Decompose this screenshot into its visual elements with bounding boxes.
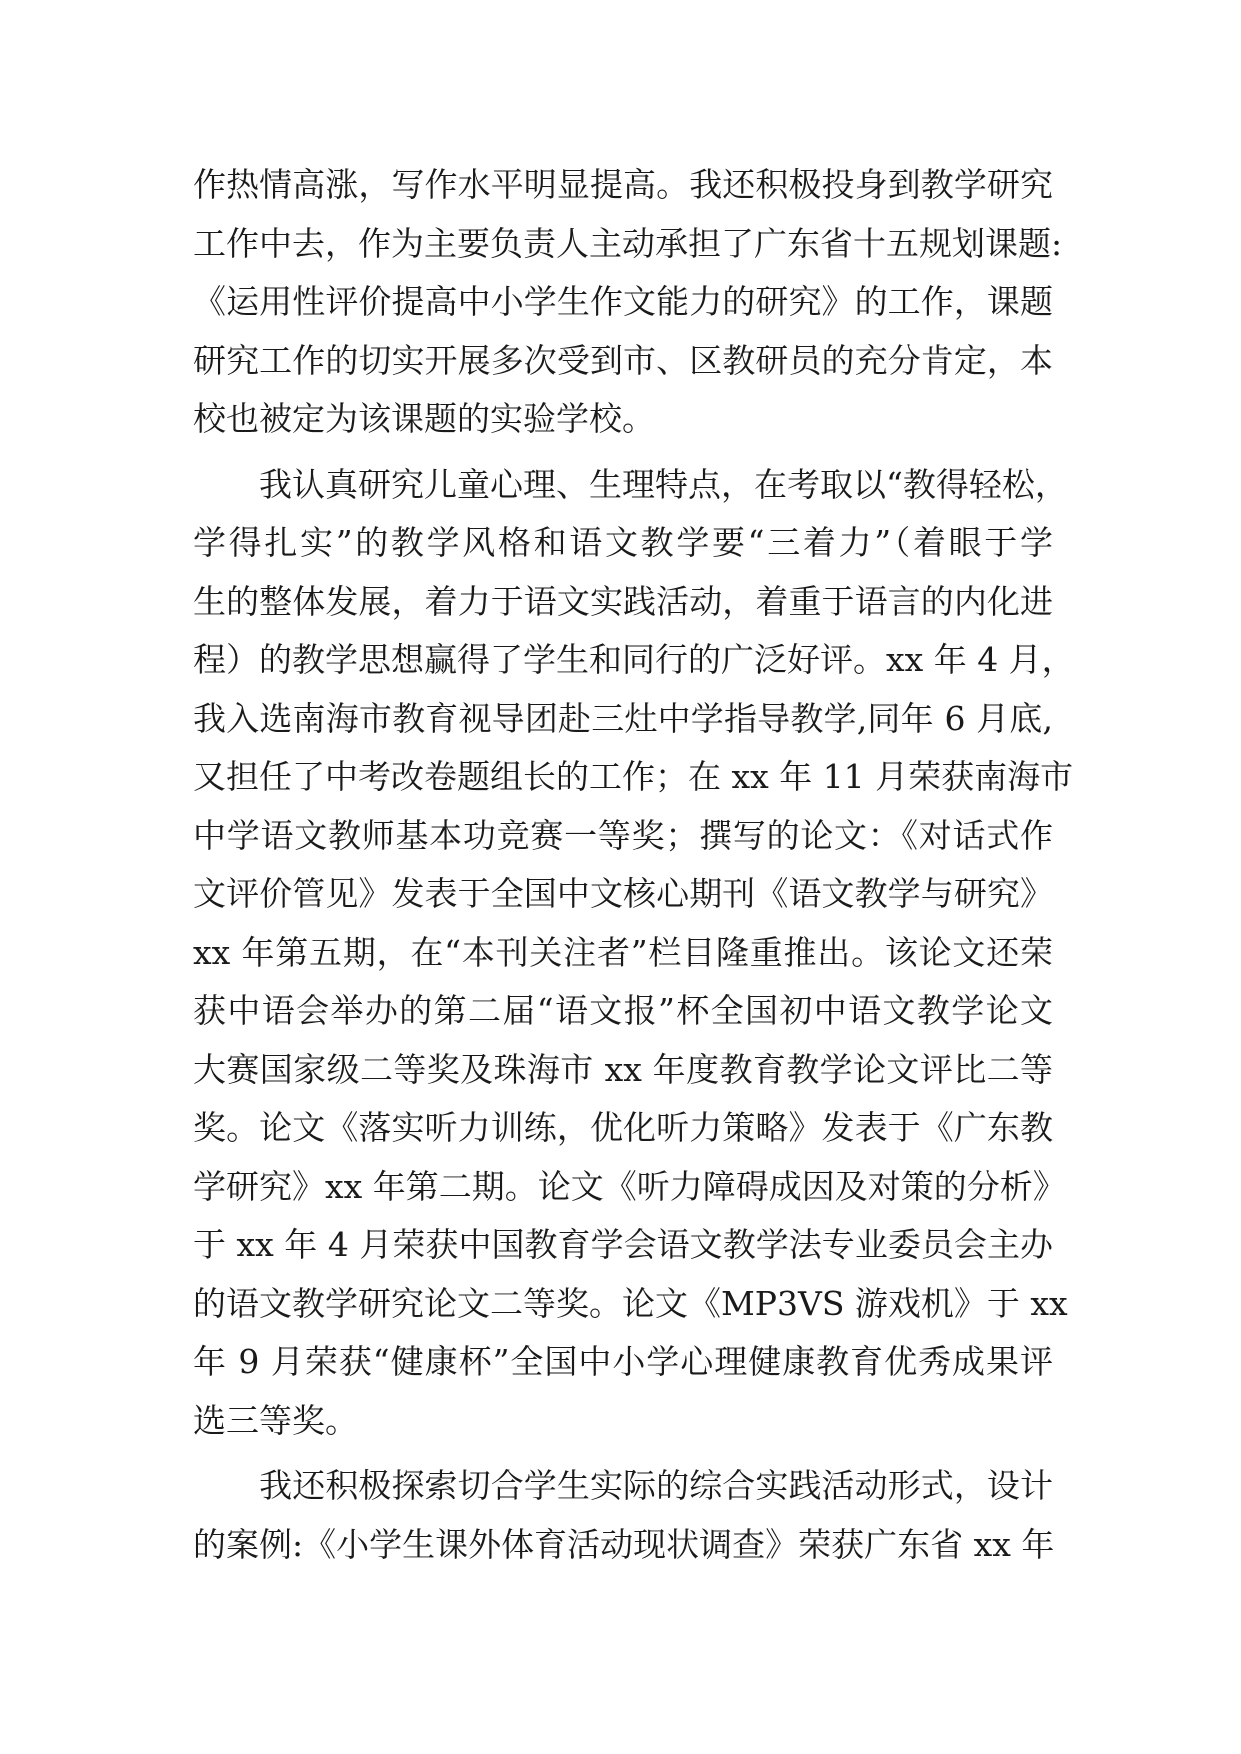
text-line: 又担任了中考改卷题组长的工作；在 xx 年 11 月荣获南海市 — [193, 757, 1074, 796]
paragraph-gap — [193, 1450, 1053, 1457]
text-line: xx 年第五期，在“本刊关注者”栏目隆重推出。该论文还荣 — [193, 932, 1053, 972]
text-line: 生的整体发展，着力于语文实践活动，着重于语言的内化进 — [193, 581, 1053, 621]
paragraph-3 — [193, 1457, 1053, 1574]
paragraph-gap — [193, 449, 1053, 456]
text-line: 作热情高涨，写作水平明显提高。我还积极投身到教学研究 — [193, 165, 1053, 204]
text-line: 程）的教学思想赢得了学生和同行的广泛好评。xx 年 4 月， — [193, 640, 1075, 679]
text-line: 中学语文教师基本功竞赛一等奖；撰写的论文：《对话式作 — [193, 815, 1053, 855]
paragraph-1 — [193, 156, 1063, 449]
text-line: 我入选南海市教育视导团赴三灶中学指导教学,同年 6 月底, — [193, 698, 1053, 738]
text-line: 的案例:《小学生课外体育活动现状调查》荣获广东省 xx 年 — [193, 1524, 1055, 1564]
text-line: 工作中去，作为主要负责人主动承担了广东省十五规划课题: — [193, 223, 1063, 263]
text-line: 的语文教学研究论文二等奖。论文《MP3VS 游戏机》于 xx — [193, 1283, 1068, 1323]
paragraph-2 — [193, 456, 1075, 1451]
text-line: 校也被定为该课题的实验学校。 — [193, 399, 655, 438]
text-line: 学研究》xx 年第二期。论文《听力障碍成因及对策的分析》 — [193, 1166, 1066, 1206]
text-line: 获中语会举办的第二届“语文报”杯全国初中语文教学论文 — [193, 991, 1053, 1030]
text-line: 年 9 月荣获“健康杯”全国中小学心理健康教育优秀成果评 — [193, 1342, 1053, 1381]
text-line: 文评价管见》发表于全国中文核心期刊《语文教学与研究》 — [193, 874, 1053, 913]
text-line: 《运用性评价提高中小学生作文能力的研究》的工作，课题 — [193, 282, 1053, 321]
text-line: 奖。论文《落实听力训练，优化听力策略》发表于《广东教 — [193, 1108, 1053, 1147]
text-line: 我认真研究儿童心理、生理特点，在考取以“教得轻松， — [193, 464, 1068, 504]
text-line: 学得扎实”的教学风格和语文教学要“三着力”（着眼于学 — [193, 523, 1053, 562]
text-line: 大赛国家级二等奖及珠海市 xx 年度教育教学论文评比二等 — [193, 1049, 1053, 1089]
text-line: 我还积极探索切合学生实际的综合实践活动形式，设计 — [193, 1466, 1053, 1505]
text-line: 研究工作的切实开展多次受到市、区教研员的充分肯定，本 — [193, 340, 1053, 380]
text-line: 选三等奖。 — [193, 1400, 358, 1440]
text-line: 于 xx 年 4 月荣获中国教育学会语文教学法专业委员会主办 — [193, 1225, 1053, 1264]
body-text — [193, 156, 1075, 1574]
